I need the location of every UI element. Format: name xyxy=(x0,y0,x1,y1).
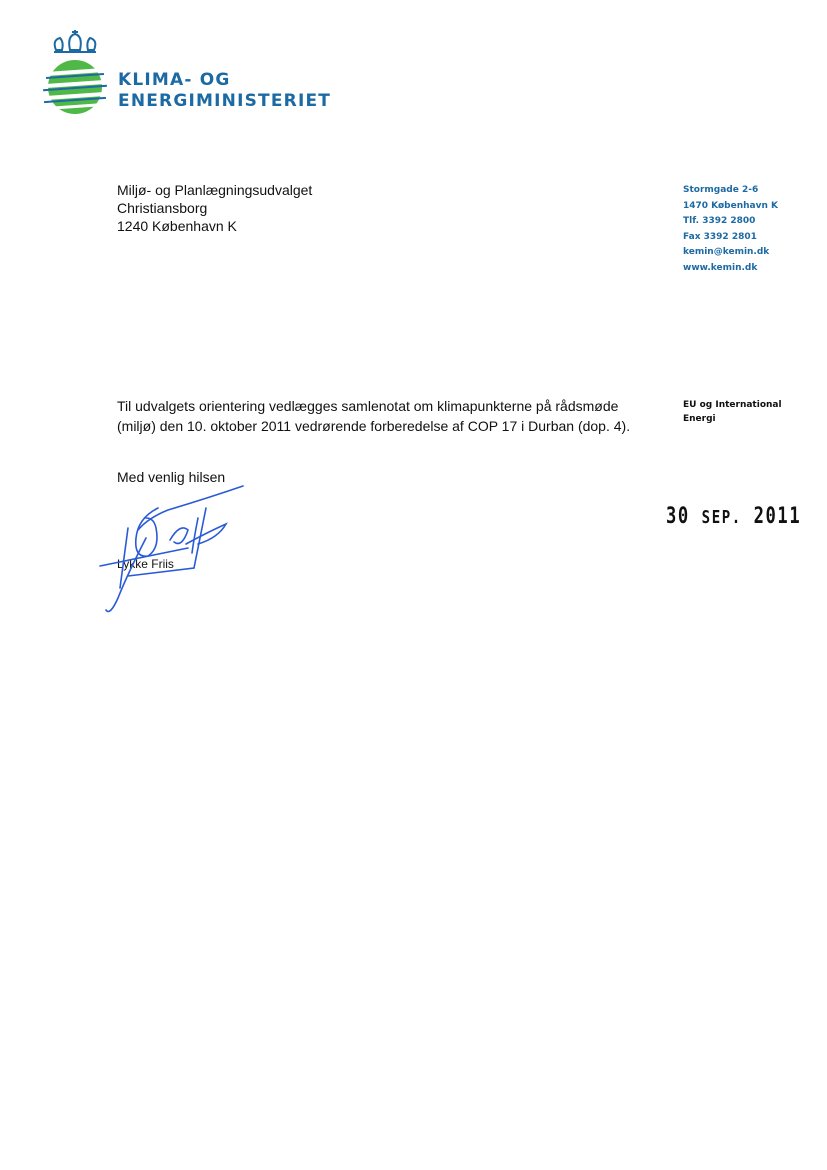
logo-wordmark xyxy=(118,70,331,112)
sender-city: 1470 København K xyxy=(683,200,778,211)
signer-name: Lykke Friis xyxy=(117,557,174,571)
crown-globe-emblem-icon xyxy=(40,30,110,120)
closing-greeting: Med venlig hilsen xyxy=(117,469,226,485)
sender-fax: Fax 3392 2801 xyxy=(683,231,757,242)
stamp-year: 2011 xyxy=(753,504,802,529)
recipient-name: Miljø- og Planlægningsudvalget xyxy=(117,182,313,198)
department-label xyxy=(683,398,782,426)
letter-body: Til udvalgets orientering vedlægges samlenotat om klimapunkterne på rådsmøde (miljø) den 10. oktober 2011 vedrørende forberedelse af COP 17 i Durban (dop. 4). xyxy=(117,398,631,434)
recipient-address xyxy=(117,181,312,235)
received-date-stamp xyxy=(666,504,801,529)
logo-line-2: ENERGIMINISTERIET xyxy=(118,91,332,111)
sender-contact-block xyxy=(683,183,778,276)
recipient-city: 1240 København K xyxy=(117,218,237,234)
department-line-1: EU og International xyxy=(683,400,782,410)
recipient-building: Christiansborg xyxy=(117,200,208,216)
department-line-2: Energi xyxy=(683,414,716,424)
sender-phone: Tlf. 3392 2800 xyxy=(683,216,756,226)
handwritten-signature xyxy=(98,478,258,618)
sender-email: kemin@kemin.dk xyxy=(683,247,770,257)
stamp-day: 30 xyxy=(666,504,690,529)
sender-website: www.kemin.dk xyxy=(683,262,758,273)
stamp-month: SEP. xyxy=(701,507,742,528)
ministry-logo xyxy=(40,30,332,120)
logo-line-1: KLIMA- OG xyxy=(118,70,231,90)
sender-address: Stormgade 2-6 xyxy=(683,185,759,195)
